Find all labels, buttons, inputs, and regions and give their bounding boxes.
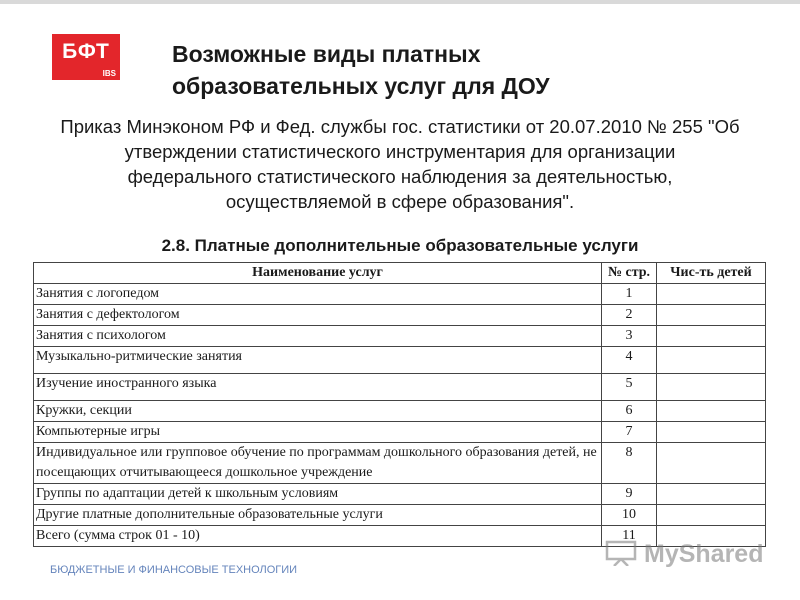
bft-logo	[52, 34, 120, 80]
children-count	[657, 305, 766, 326]
service-name: Компьютерные игры	[34, 422, 602, 443]
line-number: 8	[602, 443, 657, 484]
children-count	[657, 401, 766, 422]
slide-title	[172, 38, 772, 102]
line-number: 7	[602, 422, 657, 443]
table-header-row	[34, 263, 766, 284]
table-row	[34, 374, 766, 401]
table-row	[34, 401, 766, 422]
table-row	[34, 326, 766, 347]
footer-text: БЮДЖЕТНЫЕ И ФИНАНСОВЫЕ ТЕХНОЛОГИИ	[50, 564, 298, 576]
subtitle-line-4: осуществляемой в сфере образования".	[225, 191, 575, 212]
service-name: Занятия с логопедом	[34, 284, 602, 305]
children-count	[657, 484, 766, 505]
table-row	[34, 505, 766, 526]
service-name: Занятия с психологом	[34, 326, 602, 347]
service-name: Музыкально-ритмические занятия	[34, 347, 602, 374]
top-bar	[0, 0, 800, 4]
watermark-text: MyShared	[644, 540, 764, 568]
children-count	[657, 347, 766, 374]
service-name: Всего (сумма строк 01 - 10)	[34, 526, 602, 547]
children-count	[657, 422, 766, 443]
myshared-watermark	[604, 536, 774, 570]
children-count	[657, 326, 766, 347]
children-count	[657, 505, 766, 526]
table-row	[34, 443, 766, 484]
service-name: Изучение иностранного языка	[34, 374, 602, 401]
slide-subtitle	[30, 114, 770, 214]
subtitle-line-2: утверждении статистического инструментария для организации	[124, 141, 676, 162]
table-row	[34, 305, 766, 326]
line-number: 6	[602, 401, 657, 422]
service-name: Другие платные дополнительные образовательные услуги	[34, 505, 602, 526]
service-name: Группы по адаптации детей к школьным условиям	[34, 484, 602, 505]
children-count	[657, 443, 766, 484]
header-service-name: Наименование услуг	[34, 263, 602, 284]
line-number: 10	[602, 505, 657, 526]
line-number: 1	[602, 284, 657, 305]
service-name: Занятия с дефектологом	[34, 305, 602, 326]
service-name: Индивидуальное или групповое обучение по программам дошкольного образования детей, не посещающих отчитывающееся дошкольное учреждение	[34, 443, 602, 484]
table-row	[34, 347, 766, 374]
header-line-number: № стр.	[602, 263, 657, 284]
header-children-count: Чис-ть детей	[657, 263, 766, 284]
logo-sub-text: IBS	[102, 69, 116, 78]
table-row	[34, 284, 766, 305]
presentation-icon	[604, 540, 638, 566]
subtitle-line-1: Приказ Минэконом РФ и Фед. службы гос. статистики от 20.07.2010 № 255 "Об	[60, 116, 740, 137]
line-number: 11	[602, 526, 657, 547]
line-number: 5	[602, 374, 657, 401]
logo-main-text: БФТ	[62, 40, 110, 63]
table-row	[34, 484, 766, 505]
subtitle-line-3: федерального статистического наблюдения за деятельностью,	[127, 166, 673, 187]
line-number: 9	[602, 484, 657, 505]
title-line-2: образовательных услуг для ДОУ	[172, 73, 550, 99]
table-title: 2.8. Платные дополнительные образовательные услуги	[161, 236, 639, 255]
line-number: 2	[602, 305, 657, 326]
services-table	[33, 262, 766, 547]
line-number: 3	[602, 326, 657, 347]
line-number: 4	[602, 347, 657, 374]
service-name: Кружки, секции	[34, 401, 602, 422]
children-count	[657, 284, 766, 305]
title-line-1: Возможные виды платных	[172, 41, 481, 67]
table-row	[34, 422, 766, 443]
children-count	[657, 374, 766, 401]
